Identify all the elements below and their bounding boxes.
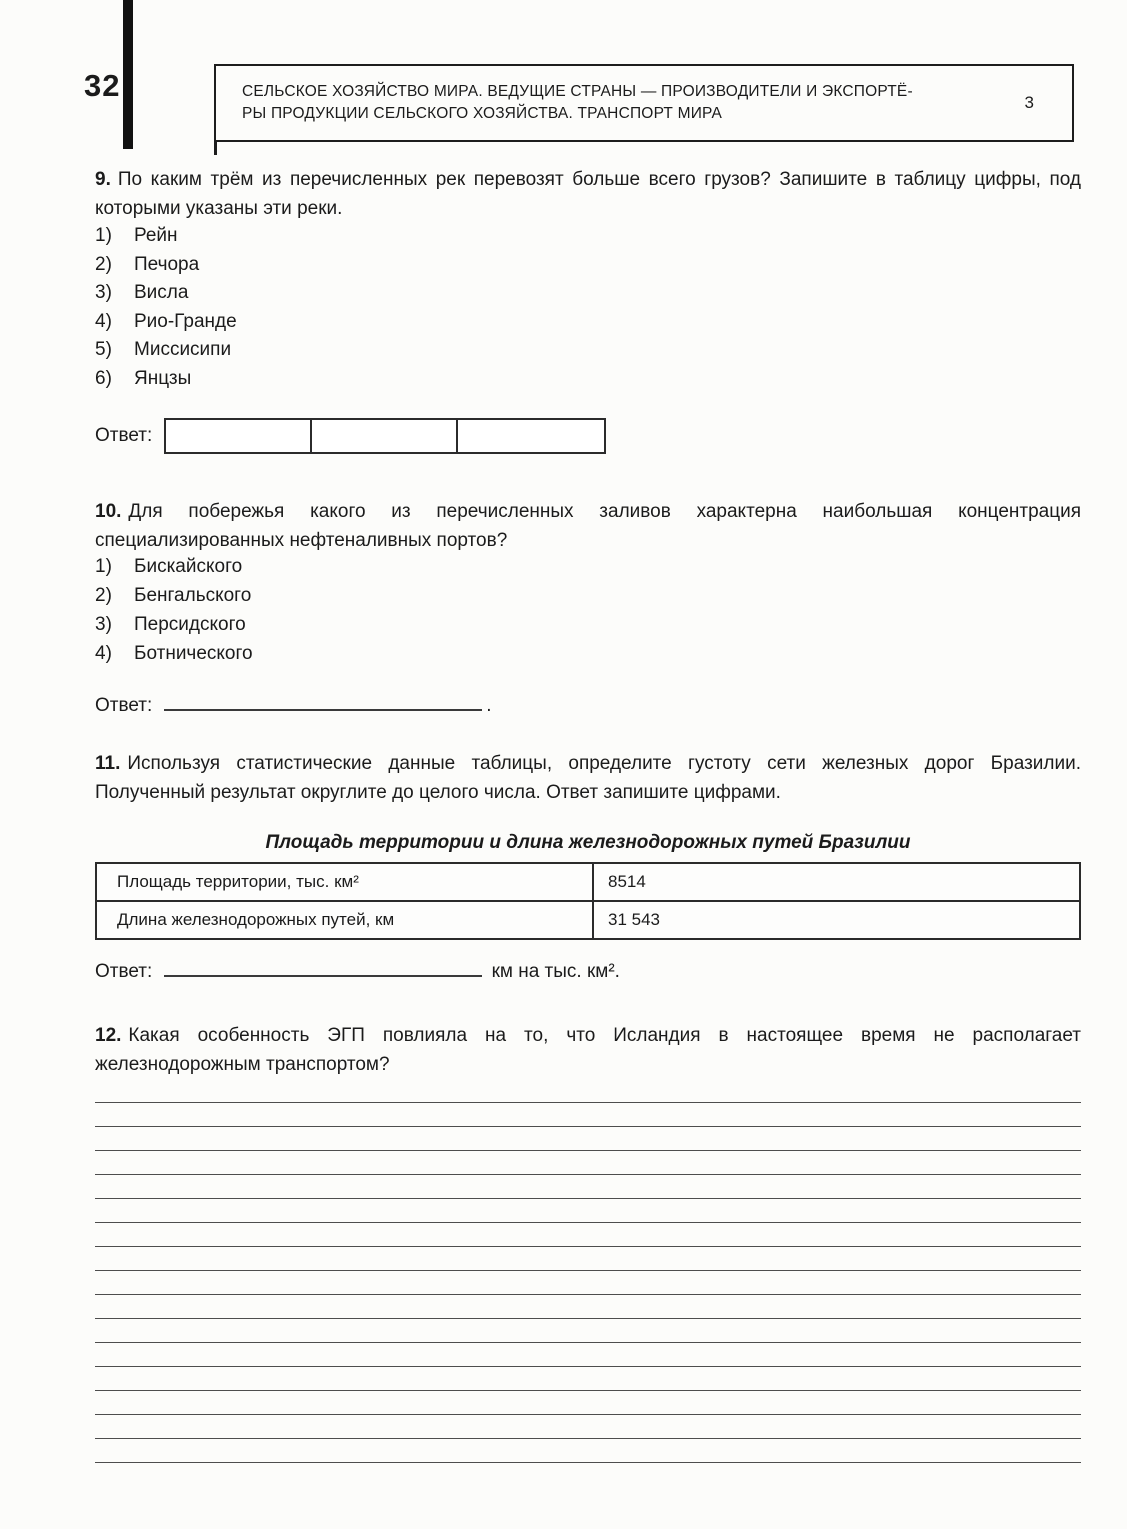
question-11-number: 11. — [95, 753, 121, 774]
question-9-answer — [95, 418, 606, 454]
answer-period: . — [486, 695, 492, 716]
answer-rule-line — [95, 1247, 1081, 1271]
answer-rule-line — [95, 1319, 1081, 1343]
answer-rule-line — [95, 1391, 1081, 1415]
option-label: Печора — [134, 253, 200, 275]
option-row — [95, 556, 253, 585]
option-row — [95, 225, 237, 254]
question-10-answer — [95, 692, 492, 717]
header-tick-mark — [214, 142, 217, 155]
option-number: 1) — [95, 556, 112, 577]
option-label: Персидского — [134, 614, 246, 635]
answer-cell — [166, 420, 312, 452]
option-number: 5) — [95, 339, 112, 360]
answer-rule-line — [95, 1271, 1081, 1295]
answer-blank-line — [164, 958, 482, 977]
option-number: 4) — [95, 643, 112, 664]
question-10-text — [95, 498, 1081, 555]
table-row — [96, 901, 1080, 939]
option-label: Янцзы — [134, 367, 192, 389]
question-12-number: 12. — [95, 1025, 122, 1046]
option-number: 4) — [95, 310, 112, 332]
option-label: Ботнического — [134, 643, 253, 664]
answer-rule-line — [95, 1415, 1081, 1439]
option-label: Миссисипи — [134, 339, 232, 360]
chapter-title-line2: РЫ ПРОДУКЦИИ СЕЛЬСКОГО ХОЗЯЙСТВА. ТРАНСПОРТ МИРА — [242, 105, 723, 122]
answer-rule-line — [95, 1367, 1081, 1391]
header-page-number: 3 — [1024, 93, 1034, 112]
chapter-header-box — [214, 64, 1074, 142]
answer-cell — [458, 420, 604, 452]
q11-table-title: Площадь территории и длина железнодорожных путей Бразилии — [265, 832, 911, 853]
chapter-title — [216, 81, 913, 125]
question-9-number: 9. — [95, 169, 111, 190]
option-row — [95, 339, 237, 368]
question-11-text — [95, 750, 1081, 807]
answer-label: Ответ: — [95, 961, 153, 982]
answer-label: Ответ: — [95, 425, 153, 446]
q9-answer-table — [164, 418, 606, 454]
option-label: Рейн — [134, 225, 178, 246]
question-9-options — [95, 225, 237, 396]
table-cell-value: 31 543 — [593, 901, 1080, 939]
option-number: 6) — [95, 367, 112, 389]
option-row — [95, 311, 237, 340]
answer-cell — [312, 420, 458, 452]
option-label: Висла — [134, 282, 189, 303]
question-10-options — [95, 556, 253, 672]
q12-answer-lines — [95, 1079, 1081, 1463]
answer-label: Ответ: — [95, 695, 153, 716]
option-number: 3) — [95, 614, 112, 635]
answer-rule-line — [95, 1103, 1081, 1127]
page-edge-bar — [123, 0, 133, 149]
option-row — [95, 254, 237, 283]
answer-rule-line — [95, 1127, 1081, 1151]
answer-rule-line — [95, 1175, 1081, 1199]
chapter-title-line1: СЕЛЬСКОЕ ХОЗЯЙСТВО МИРА. ВЕДУЩИЕ СТРАНЫ — ПРОИЗВОДИТЕЛИ И ЭКСПОРТЁ- — [242, 83, 913, 100]
answer-rule-line — [95, 1151, 1081, 1175]
option-row — [95, 585, 253, 614]
answer-rule-line — [95, 1295, 1081, 1319]
question-10-body: Для побережья какого из перечисленных заливов характерна наибольшая концентрация специализированных нефтеналивных портов? — [95, 501, 1081, 551]
question-9-text — [95, 166, 1081, 223]
answer-units: км на тыс. км². — [491, 961, 620, 982]
question-12-text — [95, 1022, 1081, 1079]
answer-rule-line — [95, 1079, 1081, 1103]
table-cell-label: Длина железнодорожных путей, км — [96, 901, 593, 939]
question-11-answer — [95, 958, 620, 983]
answer-rule-line — [95, 1223, 1081, 1247]
table-cell-value: 8514 — [593, 863, 1080, 901]
option-number: 2) — [95, 253, 112, 275]
option-row — [95, 368, 237, 397]
q11-data-table — [95, 862, 1081, 940]
option-row — [95, 614, 253, 643]
answer-rule-line — [95, 1199, 1081, 1223]
option-number: 3) — [95, 282, 112, 303]
left-page-number: 32 — [84, 68, 121, 103]
option-row — [95, 643, 253, 672]
option-number: 2) — [95, 585, 112, 606]
option-number: 1) — [95, 225, 112, 246]
answer-rule-line — [95, 1439, 1081, 1463]
question-9-body: По каким трём из перечисленных рек перевозят больше всего грузов? Запишите в таблицу цифры, под которыми указаны эти реки. — [95, 169, 1081, 219]
option-label: Бенгальского — [134, 585, 252, 606]
answer-blank-line — [164, 692, 482, 711]
table-row — [96, 863, 1080, 901]
question-10-number: 10. — [95, 501, 122, 522]
question-11-body: Используя статистические данные таблицы, определите густоту сети железных дорог Бразилии. Полученный результат округлите до целого числа. Ответ запишите цифрами. — [95, 753, 1081, 803]
option-row — [95, 282, 237, 311]
option-label: Рио-Гранде — [134, 310, 237, 332]
answer-rule-line — [95, 1343, 1081, 1367]
table-cell-label: Площадь территории, тыс. км² — [96, 863, 593, 901]
option-label: Бискайского — [134, 556, 243, 577]
question-12-body: Какая особенность ЭГП повлияла на то, что Исландия в настоящее время не располагает железнодорожным транспортом? — [95, 1025, 1081, 1075]
